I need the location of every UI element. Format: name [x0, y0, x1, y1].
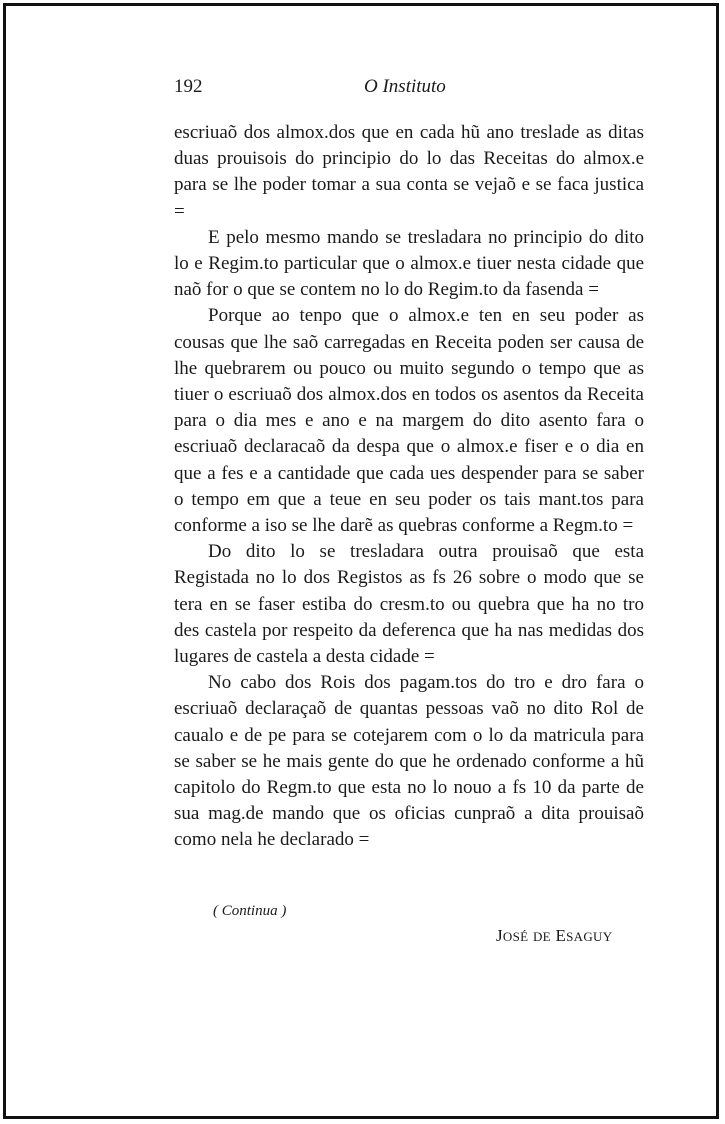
paragraph-5: No cabo dos Rois dos pagam.tos do tro e dro fara o escriuaõ declaraçaõ de quantas pessoas vaõ no dito Rol de caualo e de pe para se cotejarem com o lo da matricula para se saber se he mais gente do que he ordenado conforme a hũ capitolo do Regm.to que esta no lo nouo a fs 10 da parte de sua mag.de mando que os oficias cunpraõ a dita prouisaõ como nela he declarado = [174, 672, 644, 851]
page-number: 192 [174, 76, 203, 97]
paragraph-1: escriuaõ dos almox.dos que en cada hũ ano treslade as ditas duas prouisois do principio do lo das Receitas do almox.e para se lhe poder tomar a sua conta se vejaõ e se faca justica = [174, 122, 644, 222]
paragraph-2: E pelo mesmo mando se tresladara no principio do dito lo e Regim.to particular que o almox.e tiuer nesta cidade que naõ for o que se contem no lo do Regim.to da fasenda = [174, 226, 644, 301]
signature-part-1: OSÉ [502, 929, 529, 944]
signature-initial-1: J [496, 926, 503, 945]
body-text [174, 120, 644, 854]
continua-note: ( Continua ) [213, 903, 287, 919]
signature-part-2: DE [532, 929, 551, 944]
journal-title: O Instituto [364, 76, 446, 97]
running-head [174, 76, 644, 100]
paragraph-3: Porque ao tenpo que o almox.e ten en seu poder as cousas que lhe saõ carregadas en Receita poden ser causa de lhe quebrarem ou pouco ou muito segundo o tempo que as tiuer o escriuaõ dos almox.dos en todos os asentos da Receita para o dia mes e ano e na margem do dito asento fara o escriuaõ declaracaõ da despa que o almox.e fiser e o dia en que a fes e a cantidade que cada ues despender para se saber o tempo em que a teue en seu poder os tais mant.tos para conforme a iso se lhe darẽ as quebras conforme a Regm.to = [174, 305, 644, 537]
paragraph-4: Do dito lo se tresladara outra prouisaõ que esta Registada no lo dos Registos as fs 26 sobre o modo que se tera en se faser estiba do cresm.to ou quebra que ha no tro des castela por respeito da deferenca que ha nas medidas dos lugares de castela a desta cidade = [174, 541, 644, 668]
author-signature [496, 926, 612, 946]
signature-initial-3: E [555, 926, 567, 945]
signature-part-3: SAGUY [566, 929, 613, 944]
